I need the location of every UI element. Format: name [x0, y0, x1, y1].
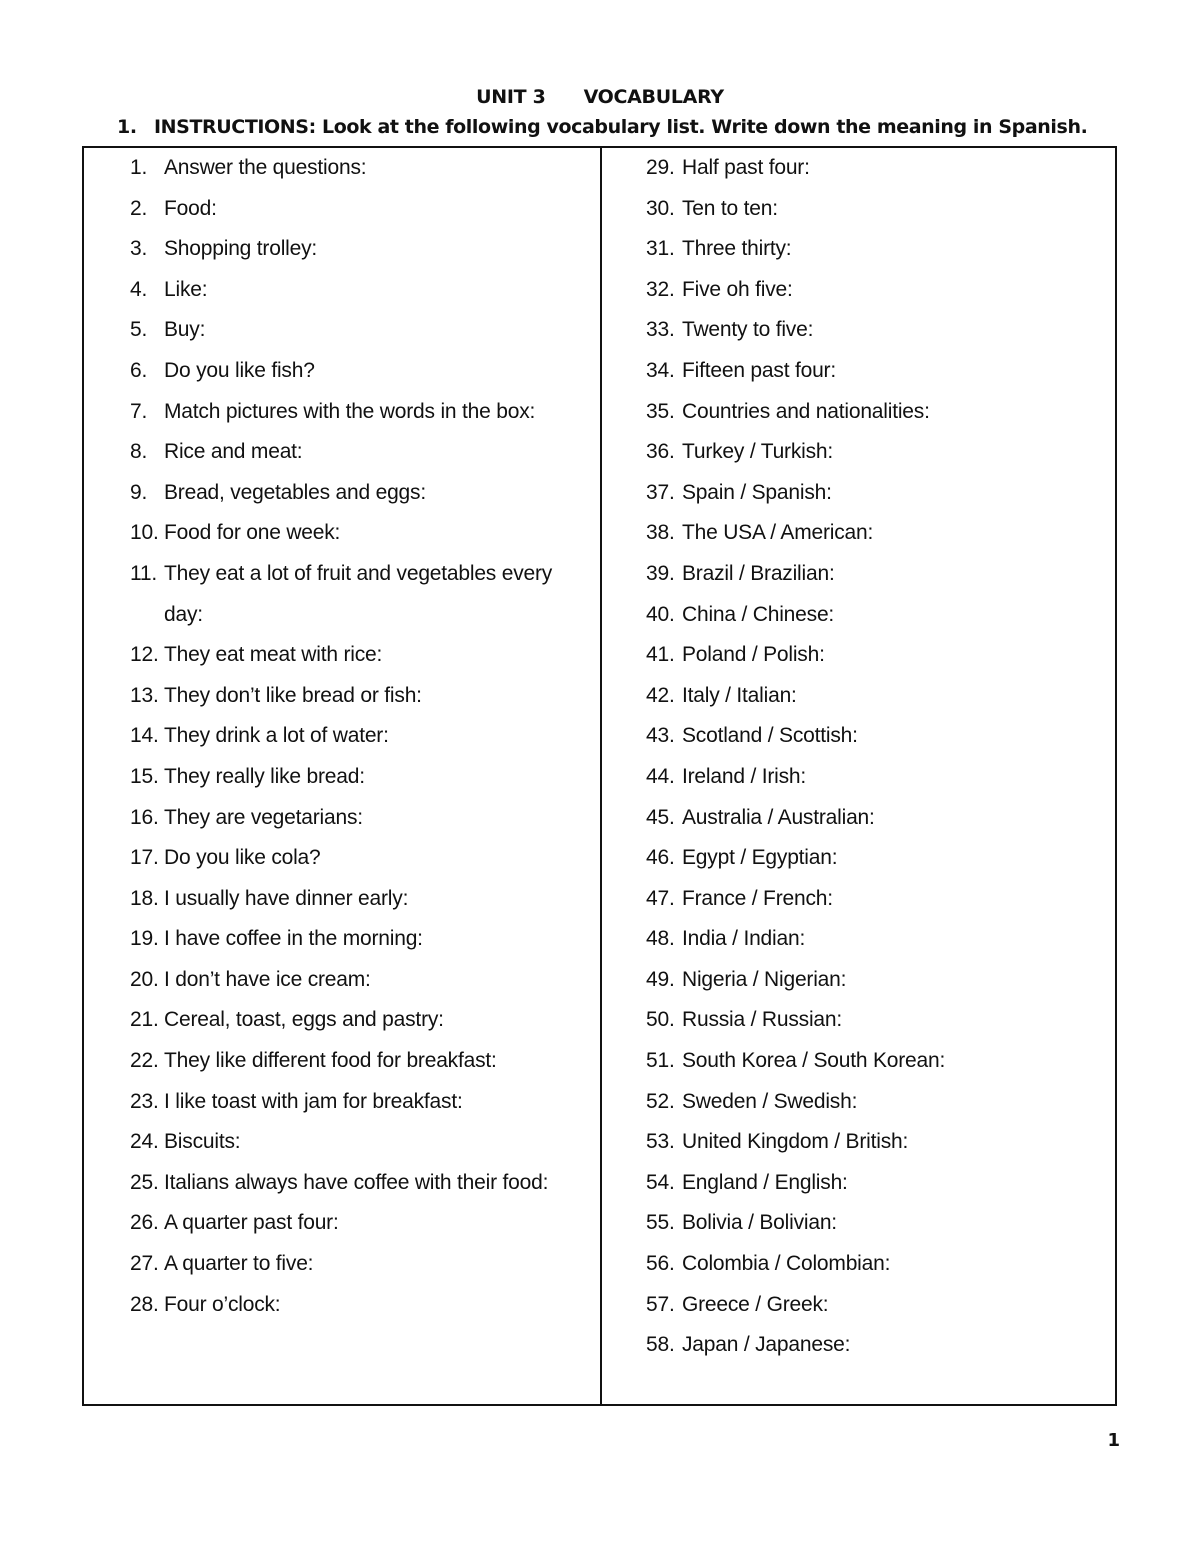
item-text: Italians always have coffee with their food: — [164, 1170, 549, 1194]
item-text: They are vegetarians: — [164, 805, 363, 829]
vocabulary-item — [130, 757, 590, 798]
item-number: 7. — [130, 399, 148, 423]
item-text: Egypt / Egyptian: — [682, 846, 838, 870]
vocabulary-item — [130, 473, 590, 514]
item-text: China / Chinese: — [682, 602, 835, 626]
vocabulary-item — [646, 432, 1106, 473]
item-number: 44. — [646, 764, 675, 788]
vocabulary-item — [646, 310, 1106, 351]
item-number: 54. — [646, 1170, 675, 1194]
item-text: Three thirty: — [682, 237, 792, 261]
item-text: Ireland / Irish: — [682, 764, 807, 788]
item-number: 25. — [130, 1170, 159, 1194]
vocabulary-item — [130, 432, 590, 473]
item-text: I don’t have ice cream: — [164, 967, 371, 991]
item-number: 9. — [130, 480, 148, 504]
item-number: 16. — [130, 805, 159, 829]
item-number: 15. — [130, 764, 159, 788]
item-text: Half past four: — [682, 156, 810, 179]
item-text: United Kingdom / British: — [682, 1130, 909, 1154]
item-number: 33. — [646, 318, 675, 342]
vocabulary-item — [130, 270, 590, 311]
vocabulary-item — [130, 392, 590, 433]
item-number: 34. — [646, 358, 675, 382]
vocabulary-item — [646, 838, 1106, 879]
item-text: Twenty to five: — [682, 318, 814, 342]
section-label: VOCABULARY — [583, 86, 724, 108]
item-number: 14. — [130, 724, 159, 748]
item-number: 55. — [646, 1211, 675, 1235]
item-number: 56. — [646, 1252, 675, 1276]
item-number: 5. — [130, 318, 148, 342]
item-text: Four o’clock: — [164, 1292, 281, 1316]
vocabulary-item — [130, 1082, 590, 1123]
item-number: 22. — [130, 1049, 159, 1073]
vocabulary-item — [646, 798, 1106, 839]
vocabulary-item — [646, 879, 1106, 920]
item-text: Poland / Polish: — [682, 643, 825, 667]
item-text: They like different food for breakfast: — [164, 1049, 497, 1073]
item-text: They eat a lot of fruit and vegetables every day: — [164, 561, 553, 626]
item-number: 43. — [646, 724, 675, 748]
item-text: They don’t like bread or fish: — [164, 683, 422, 707]
item-number: 20. — [130, 967, 159, 991]
vocabulary-column-left — [130, 148, 590, 1325]
vocabulary-item — [646, 513, 1106, 554]
item-text: Like: — [164, 277, 208, 301]
item-text: Nigeria / Nigerian: — [682, 967, 847, 991]
item-number: 6. — [130, 358, 148, 382]
vocabulary-item — [130, 676, 590, 717]
item-number: 26. — [130, 1211, 159, 1235]
item-number: 13. — [130, 683, 159, 707]
vocabulary-item — [130, 716, 590, 757]
item-text: Fifteen past four: — [682, 358, 836, 382]
vocabulary-item — [646, 1203, 1106, 1244]
item-number: 40. — [646, 602, 675, 626]
item-text: They really like bread: — [164, 764, 365, 788]
vocabulary-item — [646, 554, 1106, 595]
item-text: Food for one week: — [164, 521, 341, 545]
vocabulary-item — [646, 716, 1106, 757]
item-text: Answer the questions: — [164, 156, 367, 179]
vocabulary-item — [646, 635, 1106, 676]
item-number: 18. — [130, 886, 159, 910]
vocabulary-table — [82, 146, 1117, 1406]
item-text: Shopping trolley: — [164, 237, 318, 261]
item-text: Ten to ten: — [682, 196, 778, 220]
item-text: Bread, vegetables and eggs: — [164, 480, 426, 504]
item-number: 27. — [130, 1252, 159, 1276]
item-text: Sweden / Swedish: — [682, 1089, 858, 1113]
item-text: England / English: — [682, 1170, 848, 1194]
vocabulary-item — [646, 1041, 1106, 1082]
item-text: I usually have dinner early: — [164, 886, 409, 910]
vocabulary-item — [646, 473, 1106, 514]
vocabulary-item — [130, 1000, 590, 1041]
column-divider — [600, 148, 602, 1404]
vocabulary-item — [130, 229, 590, 270]
item-number: 28. — [130, 1292, 159, 1316]
vocabulary-item — [130, 554, 590, 635]
item-number: 58. — [646, 1333, 675, 1357]
item-number: 11. — [130, 561, 158, 585]
vocabulary-item — [646, 1285, 1106, 1326]
item-text: Greece / Greek: — [682, 1292, 829, 1316]
item-number: 57. — [646, 1292, 675, 1316]
item-text: Australia / Australian: — [682, 805, 875, 829]
item-text: Colombia / Colombian: — [682, 1252, 891, 1276]
vocabulary-item — [646, 919, 1106, 960]
vocabulary-item — [130, 148, 590, 189]
item-number: 3. — [130, 237, 148, 261]
vocabulary-item — [130, 1122, 590, 1163]
item-number: 52. — [646, 1089, 675, 1113]
vocabulary-item — [130, 635, 590, 676]
item-number: 45. — [646, 805, 675, 829]
item-text: A quarter past four: — [164, 1211, 339, 1235]
item-number: 46. — [646, 846, 675, 870]
vocabulary-item — [646, 1163, 1106, 1204]
item-text: Do you like fish? — [164, 358, 315, 382]
item-number: 12. — [130, 643, 159, 667]
vocabulary-item — [130, 838, 590, 879]
item-text: Five oh five: — [682, 277, 793, 301]
vocabulary-item — [130, 1163, 590, 1204]
instructions-number: 1. — [117, 116, 137, 138]
vocabulary-item — [130, 513, 590, 554]
item-number: 19. — [130, 927, 159, 951]
vocabulary-item — [646, 960, 1106, 1001]
vocabulary-item — [646, 1244, 1106, 1285]
item-number: 41. — [646, 643, 675, 667]
vocabulary-item — [130, 1244, 590, 1285]
item-text: Food: — [164, 196, 217, 220]
page-number: 1 — [1107, 1430, 1120, 1451]
item-text: Match pictures with the words in the box: — [164, 399, 536, 423]
vocabulary-item — [130, 1041, 590, 1082]
item-text: Countries and nationalities: — [682, 399, 930, 423]
item-text: Scotland / Scottish: — [682, 724, 858, 748]
vocabulary-item — [646, 1000, 1106, 1041]
item-number: 32. — [646, 277, 675, 301]
item-number: 39. — [646, 561, 675, 585]
item-number: 37. — [646, 480, 675, 504]
item-number: 53. — [646, 1130, 675, 1154]
item-number: 47. — [646, 886, 675, 910]
vocabulary-item — [130, 798, 590, 839]
item-number: 23. — [130, 1089, 159, 1113]
vocabulary-item — [130, 351, 590, 392]
vocabulary-item — [646, 1325, 1106, 1366]
item-text: They drink a lot of water: — [164, 724, 389, 748]
item-number: 2. — [130, 196, 148, 220]
item-text: Rice and meat: — [164, 440, 303, 464]
item-text: Russia / Russian: — [682, 1008, 842, 1032]
item-text: Italy / Italian: — [682, 683, 797, 707]
item-text: Spain / Spanish: — [682, 480, 832, 504]
item-text: France / French: — [682, 886, 833, 910]
instructions-text: INSTRUCTIONS: Look at the following vocabulary list. Write down the meaning in Spanish. — [154, 116, 1088, 138]
vocabulary-item — [130, 960, 590, 1001]
item-number: 49. — [646, 967, 675, 991]
unit-label: UNIT 3 — [476, 86, 546, 108]
item-text: Japan / Japanese: — [682, 1333, 851, 1357]
vocabulary-item — [646, 757, 1106, 798]
item-text: The USA / American: — [682, 521, 874, 545]
item-number: 10. — [130, 521, 159, 545]
instructions — [117, 114, 1197, 140]
vocabulary-item — [646, 351, 1106, 392]
item-number: 36. — [646, 440, 675, 464]
item-number: 50. — [646, 1008, 675, 1032]
item-text: They eat meat with rice: — [164, 643, 383, 667]
item-text: South Korea / South Korean: — [682, 1049, 946, 1073]
item-number: 24. — [130, 1130, 159, 1154]
vocabulary-item — [646, 676, 1106, 717]
vocabulary-item — [646, 595, 1106, 636]
item-text: Biscuits: — [164, 1130, 241, 1154]
item-number: 1. — [130, 156, 148, 179]
vocabulary-item — [646, 148, 1106, 189]
item-number: 48. — [646, 927, 675, 951]
vocabulary-item — [646, 229, 1106, 270]
item-number: 17. — [130, 846, 159, 870]
item-number: 21. — [130, 1008, 159, 1032]
vocabulary-item — [130, 310, 590, 351]
item-number: 31. — [646, 237, 675, 261]
vocabulary-item — [130, 1203, 590, 1244]
item-text: Turkey / Turkish: — [682, 440, 834, 464]
item-number: 38. — [646, 521, 675, 545]
item-number: 29. — [646, 156, 675, 179]
vocabulary-item — [130, 1285, 590, 1326]
vocabulary-item — [130, 879, 590, 920]
item-text: I have coffee in the morning: — [164, 927, 423, 951]
item-text: I like toast with jam for breakfast: — [164, 1089, 463, 1113]
item-text: Buy: — [164, 318, 206, 342]
vocabulary-item — [646, 189, 1106, 230]
item-text: India / Indian: — [682, 927, 806, 951]
page-title — [0, 84, 1200, 110]
vocabulary-item — [130, 919, 590, 960]
item-text: Bolivia / Bolivian: — [682, 1211, 837, 1235]
vocabulary-item — [646, 1122, 1106, 1163]
vocabulary-column-right — [646, 148, 1106, 1366]
item-number: 42. — [646, 683, 675, 707]
item-number: 51. — [646, 1049, 675, 1073]
item-text: Brazil / Brazilian: — [682, 561, 835, 585]
item-number: 8. — [130, 440, 148, 464]
item-number: 30. — [646, 196, 675, 220]
item-number: 4. — [130, 277, 148, 301]
vocabulary-item — [130, 189, 590, 230]
item-text: Do you like cola? — [164, 846, 321, 870]
vocabulary-item — [646, 270, 1106, 311]
item-text: A quarter to five: — [164, 1252, 314, 1276]
item-number: 35. — [646, 399, 675, 423]
vocabulary-item — [646, 1082, 1106, 1123]
item-text: Cereal, toast, eggs and pastry: — [164, 1008, 444, 1032]
vocabulary-item — [646, 392, 1106, 433]
